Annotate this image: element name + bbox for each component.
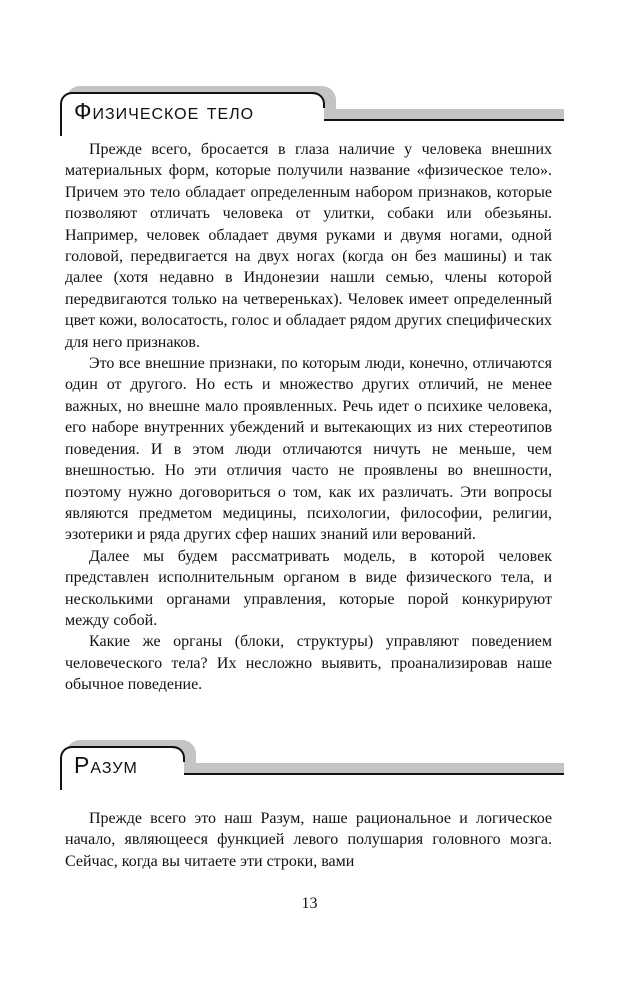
paragraph: Какие же органы (блоки, структуры) управляют поведением человеческого тела? Их несложно выявить, проанализировав наше обычное поведение. [65, 633, 552, 694]
paragraph: Далее мы будем рассматривать модель, в которой человек представлен исполнительным органом в виде физического тела, и несколькими органами управления, которые порой конкурируют между собой. [65, 547, 552, 629]
page-number: 13 [301, 895, 318, 912]
section-heading-reason [60, 746, 564, 790]
heading-rule [184, 763, 564, 775]
paragraph: Это все внешние признаки, по которым люди, конечно, отличаются один от другого. Но есть и множество других отличий, не менее важных, но внешне мало проявленных. Речь идет о психике человека, его наборе внутренних убеждений и вытекающих из них стереотипов поведения. И в этом люди отличаются ничуть не меньше, чем внешностью. Но эти отличия часто не проявлены во внешности, поэтому нужно договориться о том, как их различать. Эти вопросы являются предметом медицины, психологии, философии, религии, эзотерики и ряда других сфер наших знаний или верований. [65, 355, 552, 544]
section-heading-physical-body [60, 92, 564, 136]
section-title: Разум [74, 752, 138, 778]
paragraph: Прежде всего это наш Разум, наше рациональное и логическое начало, являющееся функцией левого полушария головного мозга. Сейчас, когда вы читаете эти строки, вами [65, 810, 552, 870]
heading-rule [324, 109, 564, 121]
section-body-reason [65, 808, 552, 872]
section-title: Физическое тело [74, 98, 255, 124]
paragraph: Прежде всего, бросается в глаза наличие у человека внешних материальных форм, которые получили название «физическое тело». Причем это тело обладает определенным набором признаков, которые позволяют отличать человека от улитки, собаки или обезьяны. Например, человек обладает двумя руками и двумя ногами, одной головой, передвигается на двух ногах (когда он без машины) и так далее (хотя недавно в Индонезии нашли семью, члены которой передвигаются только на четвереньках). Человек имеет определенный цвет кожи, волосатость, голос и обладает рядом других специфических для него признаков. [65, 141, 552, 351]
section-body-physical-body [65, 139, 552, 696]
